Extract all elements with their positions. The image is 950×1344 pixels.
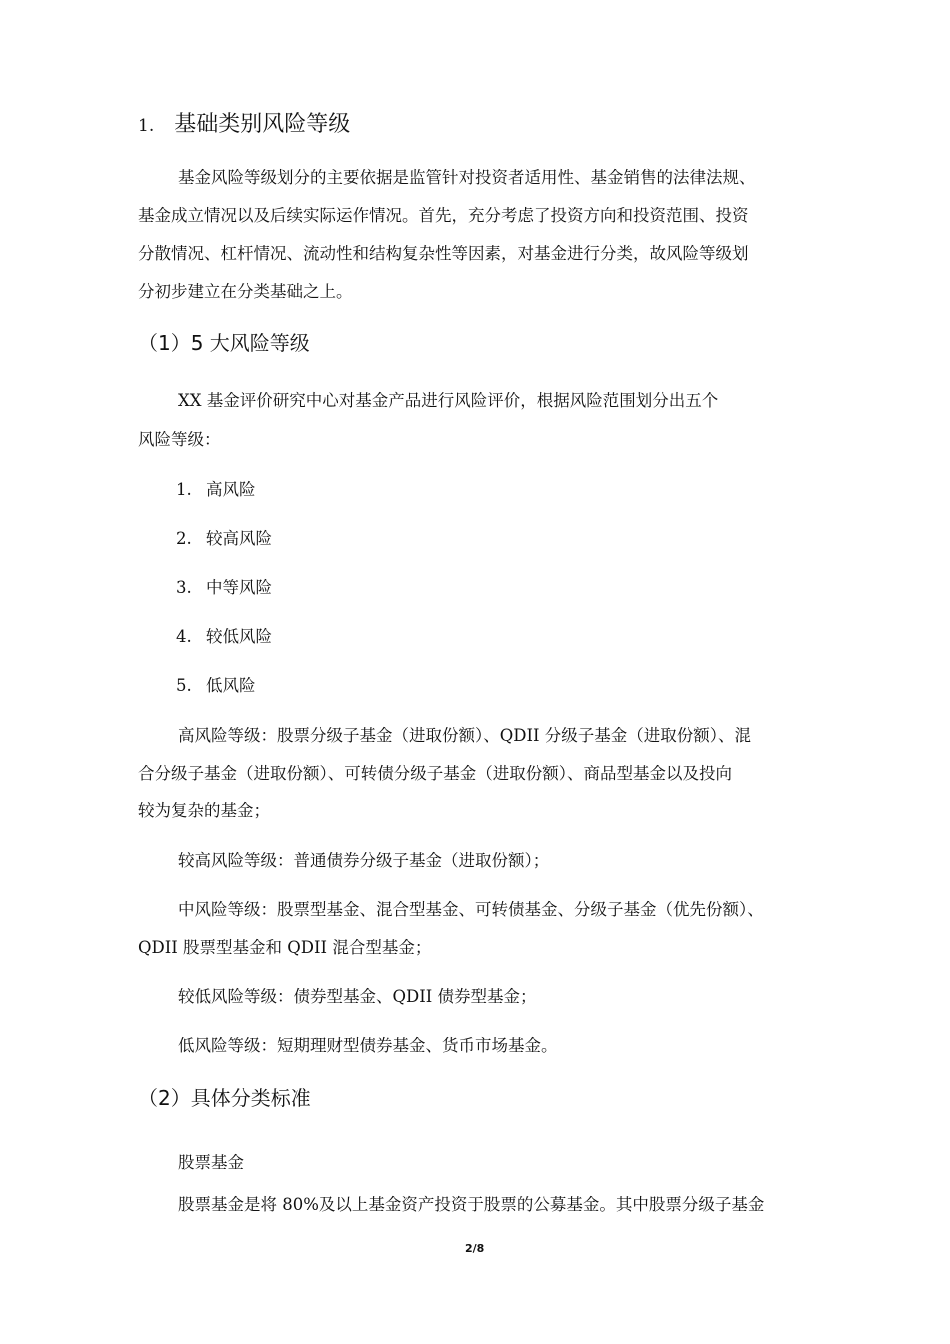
section-heading (138, 107, 350, 138)
subsection-title-2: （2）具体分类标准 (138, 1086, 311, 1110)
page-number: 2/8 (465, 1242, 485, 1255)
section-title: 基础类别风险等级 (174, 112, 351, 137)
intro-line: 基金风险等级划分的主要依据是监管针对投资者适用性、基金销售的法律法规、 (178, 168, 756, 187)
intro-line: 分散情况、杠杆情况、流动性和结构复杂性等因素，对基金进行分类，故风险等级划 (138, 244, 749, 263)
low-risk-line: 低风险等级：短期理财型债券基金、货币市场基金。 (178, 1036, 558, 1055)
list-item (176, 623, 272, 647)
mid-low-risk-line: 较低风险等级：债券型基金、QDII 债券型基金； (178, 987, 537, 1006)
list-item-number: 2. (176, 529, 192, 548)
sub1-intro-line: 风险等级： (138, 430, 221, 449)
list-item-label: 高风险 (206, 480, 256, 499)
intro-line: 基金成立情况以及后续实际运作情况。首先，充分考虑了投资方向和投资范围、投资 (138, 206, 749, 225)
list-item-label: 较高风险 (206, 529, 272, 548)
list-item-number: 5. (176, 676, 192, 695)
list-item-number: 1. (176, 480, 192, 499)
sub1-intro-line: XX 基金评价研究中心对基金产品进行风险评价，根据风险范围划分出五个 (178, 391, 719, 410)
list-item (176, 476, 256, 500)
high-risk-line: 合分级子基金（进取份额）、可转债分级子基金（进取份额）、商品型基金以及投向 (138, 764, 732, 783)
list-item (176, 525, 272, 549)
list-item-label: 较低风险 (206, 627, 272, 646)
stock-fund-heading: 股票基金 (178, 1153, 244, 1172)
list-item (176, 574, 272, 598)
mid-high-risk-line: 较高风险等级：普通债券分级子基金（进取份额）； (178, 851, 550, 870)
mid-risk-line: QDII 股票型基金和 QDII 混合型基金； (138, 938, 432, 957)
mid-risk-line: 中风险等级：股票型基金、混合型基金、可转债基金、分级子基金（优先份额）、 (178, 900, 764, 919)
stock-fund-line: 股票基金是将 80%及以上基金资产投资于股票的公募基金。其中股票分级子基金 (178, 1195, 765, 1214)
section-number: 1. (138, 116, 155, 136)
list-item-number: 4. (176, 627, 192, 646)
high-risk-line: 高风险等级：股票分级子基金（进取份额）、QDII 分级子基金（进取份额）、混 (178, 726, 752, 745)
list-item (176, 672, 256, 696)
list-item-label: 低风险 (206, 676, 256, 695)
subsection-title-1: （1）5 大风险等级 (138, 331, 310, 355)
high-risk-line: 较为复杂的基金； (138, 801, 270, 820)
list-item-label: 中等风险 (206, 578, 272, 597)
intro-line: 分初步建立在分类基础之上。 (138, 282, 353, 301)
list-item-number: 3. (176, 578, 192, 597)
